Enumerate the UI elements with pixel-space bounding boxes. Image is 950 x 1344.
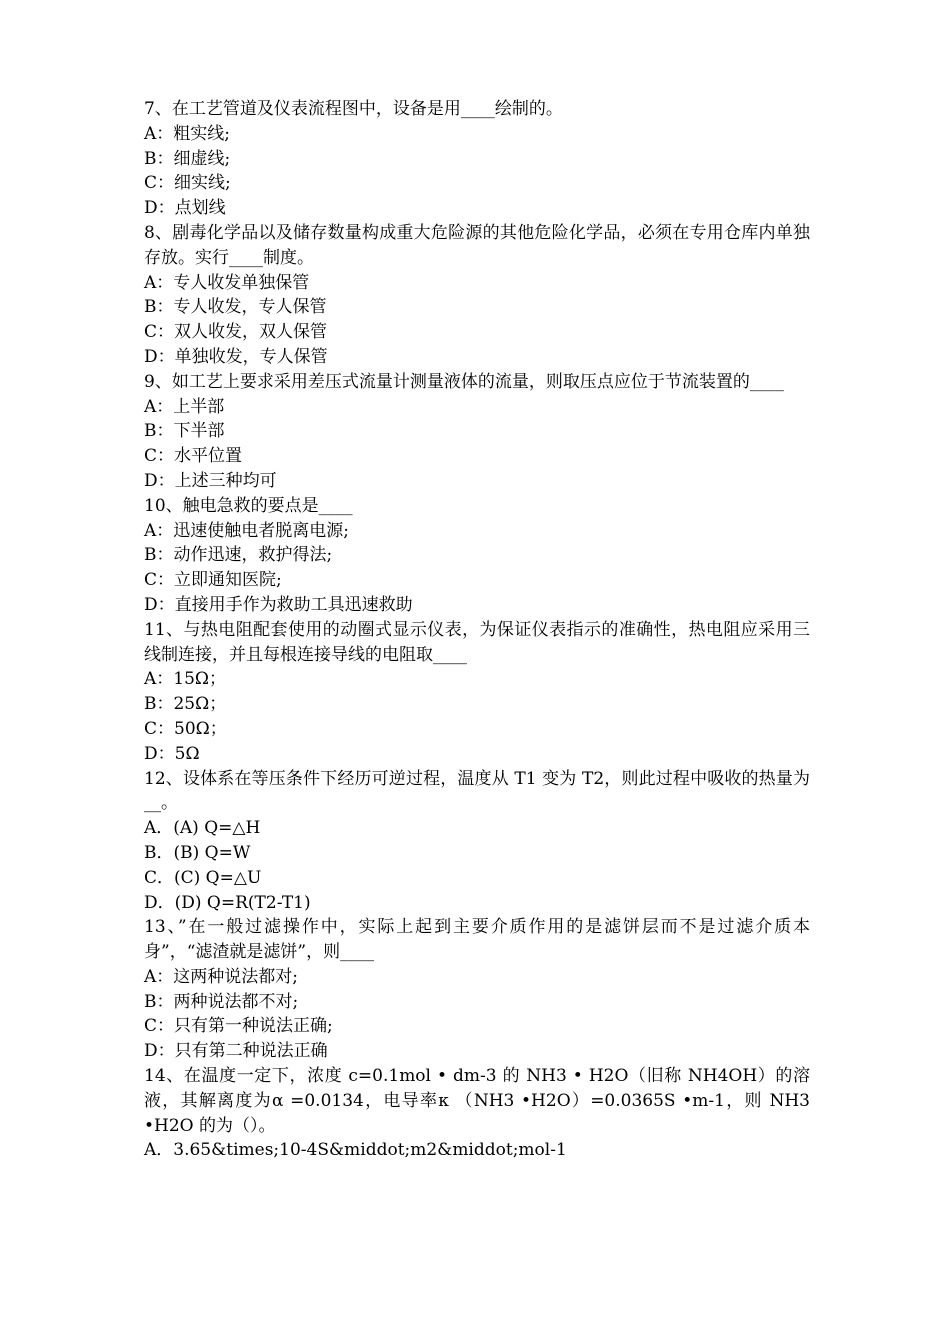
option-c: C．(C) Q=△U: [144, 867, 262, 888]
option-a: A．3.65&times;10-4S&middot;m2&middot;mol-1: [144, 1140, 567, 1161]
option-b: B．(B) Q=W: [144, 842, 251, 863]
option-b: B：25Ω；: [144, 694, 227, 715]
option-b: B：专人收发，专人保管: [144, 297, 327, 318]
option-b: B：下半部: [144, 421, 225, 442]
option-a: A：专人收发单独保管: [144, 272, 310, 293]
question-stem: 9、如工艺上要求采用差压式流量计测量液体的流量，则取压点应位于节流装置的____: [144, 371, 784, 392]
question-stem: 11、与热电阻配套使用的动圈式显示仪表，为保证仪表指示的准确性，热电阻应采用三线制连接，并且每根连接导线的电阻取____: [144, 619, 810, 665]
option-c: C：细实线;: [144, 173, 231, 194]
option-d: D：5Ω: [144, 743, 200, 764]
option-d: D：只有第二种说法正确: [144, 1041, 328, 1062]
question-stem: 10、触电急救的要点是____: [144, 495, 353, 516]
option-a: A：迅速使触电者脱离电源;: [144, 520, 350, 541]
option-c: C：只有第一种说法正确;: [144, 1016, 333, 1037]
option-b: B：两种说法都不对;: [144, 991, 299, 1012]
question-stem: 7、在工艺管道及仪表流程图中，设备是用____绘制的。: [144, 99, 563, 119]
question-8: [144, 221, 810, 370]
question-10: [144, 494, 810, 618]
option-a: A．(A) Q=△H: [144, 818, 261, 839]
question-stem: 13、”在一般过滤操作中，实际上起到主要介质作用的是滤饼层而不是过滤介质本身”，“滤渣就是滤饼”，则____: [144, 917, 810, 963]
question-stem: 8、剧毒化学品以及储存数量构成重大危险源的其他危险化学品，必须在专用仓库内单独存放。实行____制度。: [144, 222, 810, 268]
option-b: B：动作迅速，救护得法;: [144, 545, 333, 566]
question-9: [144, 370, 810, 494]
option-d: D：上述三种均可: [144, 470, 277, 491]
option-d: D：单独收发，专人保管: [144, 346, 328, 367]
question-11: [144, 618, 810, 767]
question-stem: 12、设体系在等压条件下经历可逆过程，温度从 T1 变为 T2，则此过程中吸收的热量为__。: [144, 768, 810, 814]
option-c: C：双人收发，双人保管: [144, 322, 328, 343]
question-7: [144, 97, 810, 221]
option-a: A：粗实线;: [144, 123, 231, 144]
question-13: [144, 915, 810, 1064]
question-14: [144, 1064, 810, 1163]
document-page: [144, 97, 810, 1163]
option-d: D：直接用手作为救助工具迅速救助: [144, 594, 413, 615]
question-stem: 14、在温度一定下，浓度 c=0.1mol • dm-3 的 NH3 • H2O（旧称 NH4OH）的溶液，其解离度为α =0.0134，电导率κ （NH3 •H2O）=0.0365S •m-1，则 NH3 •H2O 的为（）。: [144, 1066, 810, 1136]
option-a: A：15Ω；: [144, 669, 227, 690]
option-a: A：这两种说法都对;: [144, 966, 299, 987]
option-d: D．(D) Q=R(T2-T1): [144, 892, 311, 913]
option-c: C：水平位置: [144, 446, 243, 467]
option-a: A：上半部: [144, 396, 225, 417]
option-c: C：立即通知医院;: [144, 570, 282, 591]
option-b: B：细虚线;: [144, 148, 231, 169]
option-c: C：50Ω；: [144, 718, 227, 739]
question-12: [144, 767, 810, 916]
option-d: D：点划线: [144, 198, 226, 219]
